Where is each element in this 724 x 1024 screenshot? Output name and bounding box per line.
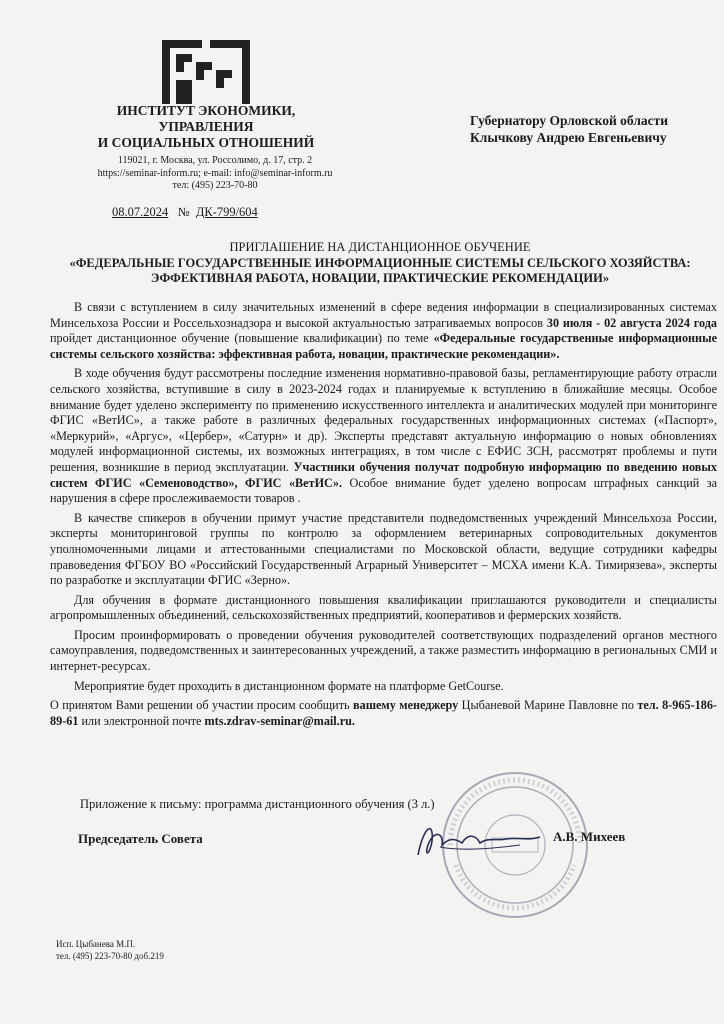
letter-body: [50, 300, 717, 733]
institute-web-email: https://seminar-inform.ru; e-mail: info@seminar-inform.ru: [97, 167, 333, 179]
title-line-1: ПРИГЛАШЕНИЕ НА ДИСТАНЦИОННОЕ ОБУЧЕНИЕ: [229, 240, 531, 254]
title-line-2: «ФЕДЕРАЛЬНЫЕ ГОСУДАРСТВЕННЫЕ ИНФОРМАЦИОННЫЕ СИСТЕМЫ СЕЛЬСКОГО ХОЗЯЙСТВА: ЭФФЕКТИВНАЯ РАБОТА, НОВАЦИИ, ПРАКТИЧЕСКИЕ РЕКОМЕНДАЦИИ»: [69, 255, 691, 285]
text-run: В связи с вступлением в силу значительных изменений в сфере ведения информации в специализированных системах Минсельхоза России и Россельхознадзора и высокой актуальностью затрагиваемых вопросов: [50, 300, 717, 330]
manager-label: вашему менеджеру: [353, 698, 459, 713]
institute-name-line: И СОЦИАЛЬНЫХ ОТНОШЕНИЙ: [97, 135, 315, 150]
event-dates: 30 июля - 02 августа 2024 года: [546, 315, 717, 330]
executor-name: Исп. Цыбанева М.П.: [56, 939, 136, 949]
paragraph-6: Мероприятие будет проходить в дистанционном формате на платформе GetCourse.: [74, 678, 504, 693]
contact-email: mts.zdrav-seminar@mail.ru.: [204, 713, 355, 728]
registration-date: 08.07.2024: [112, 205, 169, 219]
highlight-text: Участники обучения получат подробную информацию по введению новых систем ФГИС «Семеноводство», ФГИС «ВетИС».: [50, 459, 717, 490]
contact-phone: тел. 8-965-186-89-61: [50, 698, 717, 728]
paragraph-3: В качестве спикеров в обучении примут участие представители подведомственных учреждений Минсельхоза России, эксперты мониторинговой группы по контролю за оформлением ветеринарных сопроводительных документов уполномоченными лицами и аттестованными специалистами по Московской области, ведущие сотрудники кафедры правоведения ФГБОУ ВО «Российский Государственный Аграрный Университет – МСХА имени К.А. Тимирязева», эксперты по разработке и эксплуатации ФГИС «Зерно».: [50, 510, 717, 588]
paragraph-5: Просим проинформировать о проведении обучения руководителей соответствующих подразделений органов местного самоуправления, подведомственных и заинтересованных учреждений, а также разместить информацию в региональных СМИ и интернет-ресурсах.: [50, 627, 717, 674]
paragraph-1: [50, 300, 717, 362]
signer-name: А.В. Михеев: [553, 829, 626, 844]
paragraph-7: [50, 698, 717, 729]
executor-phone: тел. (495) 223-70-80 доб.219: [56, 951, 164, 961]
text-run: В ходе обучения будут рассмотрены последние изменения нормативно-правовой базы, регламентирующие работу отрасли сельского хозяйства, вступившие в силу в 2023-2024 годах и планируемые к вступлению в ближайшие месяцы. Особое внимание будет уделено эксперименту по применению искусственного интеллекта и аналитических модулей при мониторинге ФГИС «ВетИС», а также работе в различных федеральных государственных информационных системах («Паспорт», «Меркурий», «Аргус», «Цербер», «Сатурн» и др). Эксперты представят актуальную информацию о новых обновлениях модулей информационной системы, их возможных интеграциях, в том числе с ЕФИС ЗСН, рассмотрят проблемы и пути решения, возникшие в период эксплуатации.: [50, 366, 717, 474]
institute-address: 119021, г. Москва, ул. Россолимо, д. 17, стр. 2: [117, 155, 313, 166]
institute-name-line: УПРАВЛЕНИЯ: [158, 119, 254, 134]
addressee-name: Клычкову Андрею Евгеньевичу: [470, 130, 667, 145]
institute-contacts: [70, 155, 360, 193]
registration-line: [112, 205, 258, 220]
paragraph-4: Для обучения в формате дистанционного повышения квалификации приглашаются руководители и специалисты агропромышленных объединений, сельскохозяйственных предприятий, кооперативов и фермерских хозяйств.: [50, 592, 717, 623]
registration-number: ДК-799/604: [195, 205, 258, 219]
executor-footer: [56, 938, 164, 962]
registration-number-sign: №: [177, 205, 190, 219]
text-run: О принятом Вами решении об участии просим сообщить: [50, 698, 354, 713]
institute-logo-icon: [162, 40, 250, 104]
signer-position: Председатель Совета: [78, 831, 203, 846]
institute-name: [86, 103, 326, 151]
institute-phone: тел: (495) 223-70-80: [172, 180, 258, 191]
event-theme: «Федеральные государственные информационные системы сельского хозяйства: эффективная работа, новации, практические рекомендации».: [50, 331, 718, 361]
addressee: [470, 112, 710, 146]
text-run: или электронной почте: [78, 713, 205, 728]
document-title: [60, 240, 700, 287]
text-run: Цыбаневой Марине Павловне по: [458, 698, 638, 713]
attachment-note: Приложение к письму: программа дистанционного обучения (3 л.): [80, 797, 435, 811]
addressee-position: Губернатору Орловской области: [470, 113, 669, 128]
text-run: пройдет дистанционное обучение (повышение квалификации) по теме: [50, 331, 434, 346]
text-run: Особое внимание будет уделено вопросам штрафных санкций за нарушения в сфере прослеживаемости товаров .: [50, 475, 717, 506]
institute-name-line: ИНСТИТУТ ЭКОНОМИКИ,: [116, 103, 296, 118]
paragraph-2: [50, 366, 717, 506]
handwritten-signature-icon: [410, 815, 545, 865]
